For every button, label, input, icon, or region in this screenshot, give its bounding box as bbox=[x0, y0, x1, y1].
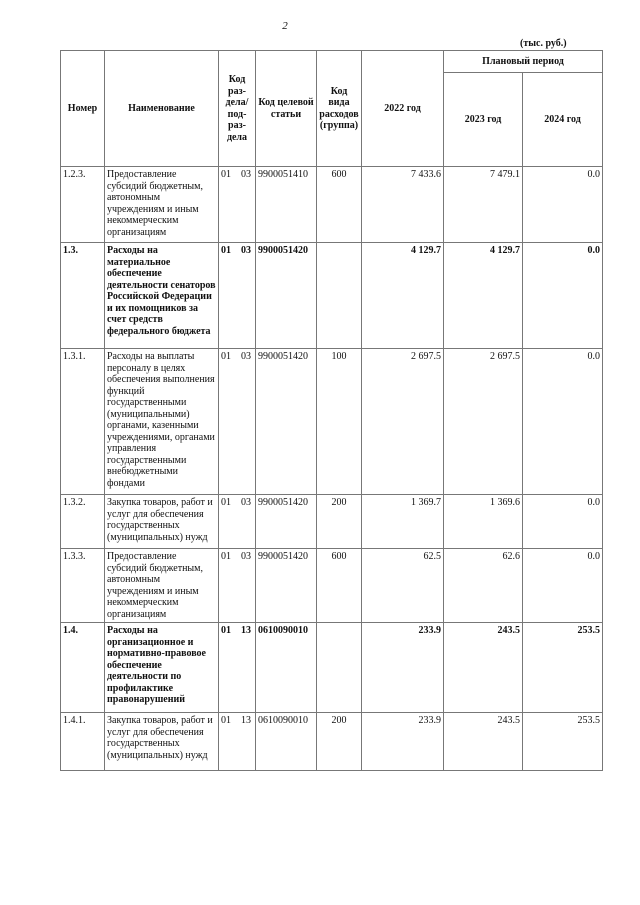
section-code: 01 bbox=[221, 351, 231, 362]
cell-target-code: 9900051420 bbox=[256, 243, 317, 349]
table-row bbox=[61, 549, 603, 623]
table-row bbox=[61, 167, 603, 243]
header-number: Номер bbox=[61, 51, 105, 167]
cell-expense-type: 600 bbox=[317, 549, 362, 623]
cell-section-code bbox=[219, 243, 256, 349]
subsection-code: 13 bbox=[241, 625, 251, 636]
subsection-code: 13 bbox=[241, 715, 251, 726]
header-plan-period: Плановый период bbox=[444, 51, 603, 73]
cell-year-2024: 0.0 bbox=[523, 167, 603, 243]
cell-name: Закупка товаров, работ и услуг для обеспечения государственных (муниципальных) нужд bbox=[105, 495, 219, 549]
header-target-code: Код целевой статьи bbox=[256, 51, 317, 167]
cell-expense-type: 200 bbox=[317, 495, 362, 549]
cell-year-2024: 0.0 bbox=[523, 243, 603, 349]
cell-number: 1.3.2. bbox=[61, 495, 105, 549]
units-label: (тыс. руб.) bbox=[520, 38, 567, 49]
cell-year-2023: 1 369.6 bbox=[444, 495, 523, 549]
cell-year-2023: 4 129.7 bbox=[444, 243, 523, 349]
section-code: 01 bbox=[221, 715, 231, 726]
cell-year-2024: 253.5 bbox=[523, 713, 603, 771]
cell-number: 1.4. bbox=[61, 623, 105, 713]
cell-target-code: 9900051410 bbox=[256, 167, 317, 243]
header-row-top bbox=[61, 51, 603, 73]
cell-expense-type: 600 bbox=[317, 167, 362, 243]
cell-name: Расходы на выплаты персоналу в целях обеспечения выполнения функций государственными (муниципальными) органами, казенными учреждениями, органами управления государственными внебюджетными фондами bbox=[105, 349, 219, 495]
cell-year-2024: 253.5 bbox=[523, 623, 603, 713]
cell-year-2022: 2 697.5 bbox=[362, 349, 444, 495]
cell-target-code: 0610090010 bbox=[256, 713, 317, 771]
table-row bbox=[61, 623, 603, 713]
cell-section-code bbox=[219, 713, 256, 771]
cell-expense-type bbox=[317, 243, 362, 349]
cell-year-2023: 7 479.1 bbox=[444, 167, 523, 243]
header-section-code: Код раз-дела/ под-раз-дела bbox=[219, 51, 256, 167]
cell-target-code: 9900051420 bbox=[256, 349, 317, 495]
cell-name: Предоставление субсидий бюджетным, автономным учреждениям и иным некоммерческим организациям bbox=[105, 167, 219, 243]
cell-year-2024: 0.0 bbox=[523, 549, 603, 623]
section-code: 01 bbox=[221, 625, 231, 636]
section-code: 01 bbox=[221, 551, 231, 562]
cell-year-2022: 4 129.7 bbox=[362, 243, 444, 349]
header-year-2022: 2022 год bbox=[362, 51, 444, 167]
cell-section-code bbox=[219, 549, 256, 623]
cell-number: 1.4.1. bbox=[61, 713, 105, 771]
cell-year-2023: 243.5 bbox=[444, 713, 523, 771]
cell-expense-type bbox=[317, 623, 362, 713]
table-body bbox=[61, 167, 603, 771]
cell-year-2023: 62.6 bbox=[444, 549, 523, 623]
cell-year-2023: 243.5 bbox=[444, 623, 523, 713]
cell-section-code bbox=[219, 349, 256, 495]
cell-expense-type: 200 bbox=[317, 713, 362, 771]
table-row bbox=[61, 713, 603, 771]
cell-year-2022: 7 433.6 bbox=[362, 167, 444, 243]
cell-target-code: 0610090010 bbox=[256, 623, 317, 713]
cell-year-2022: 62.5 bbox=[362, 549, 444, 623]
cell-section-code bbox=[219, 167, 256, 243]
header-year-2023: 2023 год bbox=[444, 73, 523, 167]
table-row bbox=[61, 243, 603, 349]
cell-year-2022: 1 369.7 bbox=[362, 495, 444, 549]
cell-year-2024: 0.0 bbox=[523, 349, 603, 495]
cell-name: Предоставление субсидий бюджетным, автономным учреждениям и иным некоммерческим организациям bbox=[105, 549, 219, 623]
cell-name: Расходы на материальное обеспечение деятельности сенаторов Российской Федерации и их помощников за счет средств федерального бюджета bbox=[105, 243, 219, 349]
subsection-code: 03 bbox=[241, 169, 251, 180]
cell-year-2022: 233.9 bbox=[362, 623, 444, 713]
section-code: 01 bbox=[221, 497, 231, 508]
cell-year-2024: 0.0 bbox=[523, 495, 603, 549]
cell-number: 1.3.1. bbox=[61, 349, 105, 495]
cell-number: 1.3.3. bbox=[61, 549, 105, 623]
cell-section-code bbox=[219, 495, 256, 549]
cell-target-code: 9900051420 bbox=[256, 549, 317, 623]
cell-year-2023: 2 697.5 bbox=[444, 349, 523, 495]
cell-expense-type: 100 bbox=[317, 349, 362, 495]
cell-name: Закупка товаров, работ и услуг для обеспечения государственных (муниципальных) нужд bbox=[105, 713, 219, 771]
table-row bbox=[61, 495, 603, 549]
table-row bbox=[61, 349, 603, 495]
subsection-code: 03 bbox=[241, 551, 251, 562]
header-name: Наименование bbox=[105, 51, 219, 167]
cell-section-code bbox=[219, 623, 256, 713]
cell-number: 1.3. bbox=[61, 243, 105, 349]
cell-target-code: 9900051420 bbox=[256, 495, 317, 549]
page-number: 2 bbox=[282, 20, 288, 32]
cell-year-2022: 233.9 bbox=[362, 713, 444, 771]
subsection-code: 03 bbox=[241, 351, 251, 362]
subsection-code: 03 bbox=[241, 497, 251, 508]
section-code: 01 bbox=[221, 169, 231, 180]
cell-name: Расходы на организационное и нормативно-правовое обеспечение деятельности по профилактике правонарушений bbox=[105, 623, 219, 713]
section-code: 01 bbox=[221, 245, 231, 256]
budget-table bbox=[60, 50, 603, 771]
subsection-code: 03 bbox=[241, 245, 251, 256]
header-expense-type: Код вида расходов (группа) bbox=[317, 51, 362, 167]
cell-number: 1.2.3. bbox=[61, 167, 105, 243]
header-year-2024: 2024 год bbox=[523, 73, 603, 167]
